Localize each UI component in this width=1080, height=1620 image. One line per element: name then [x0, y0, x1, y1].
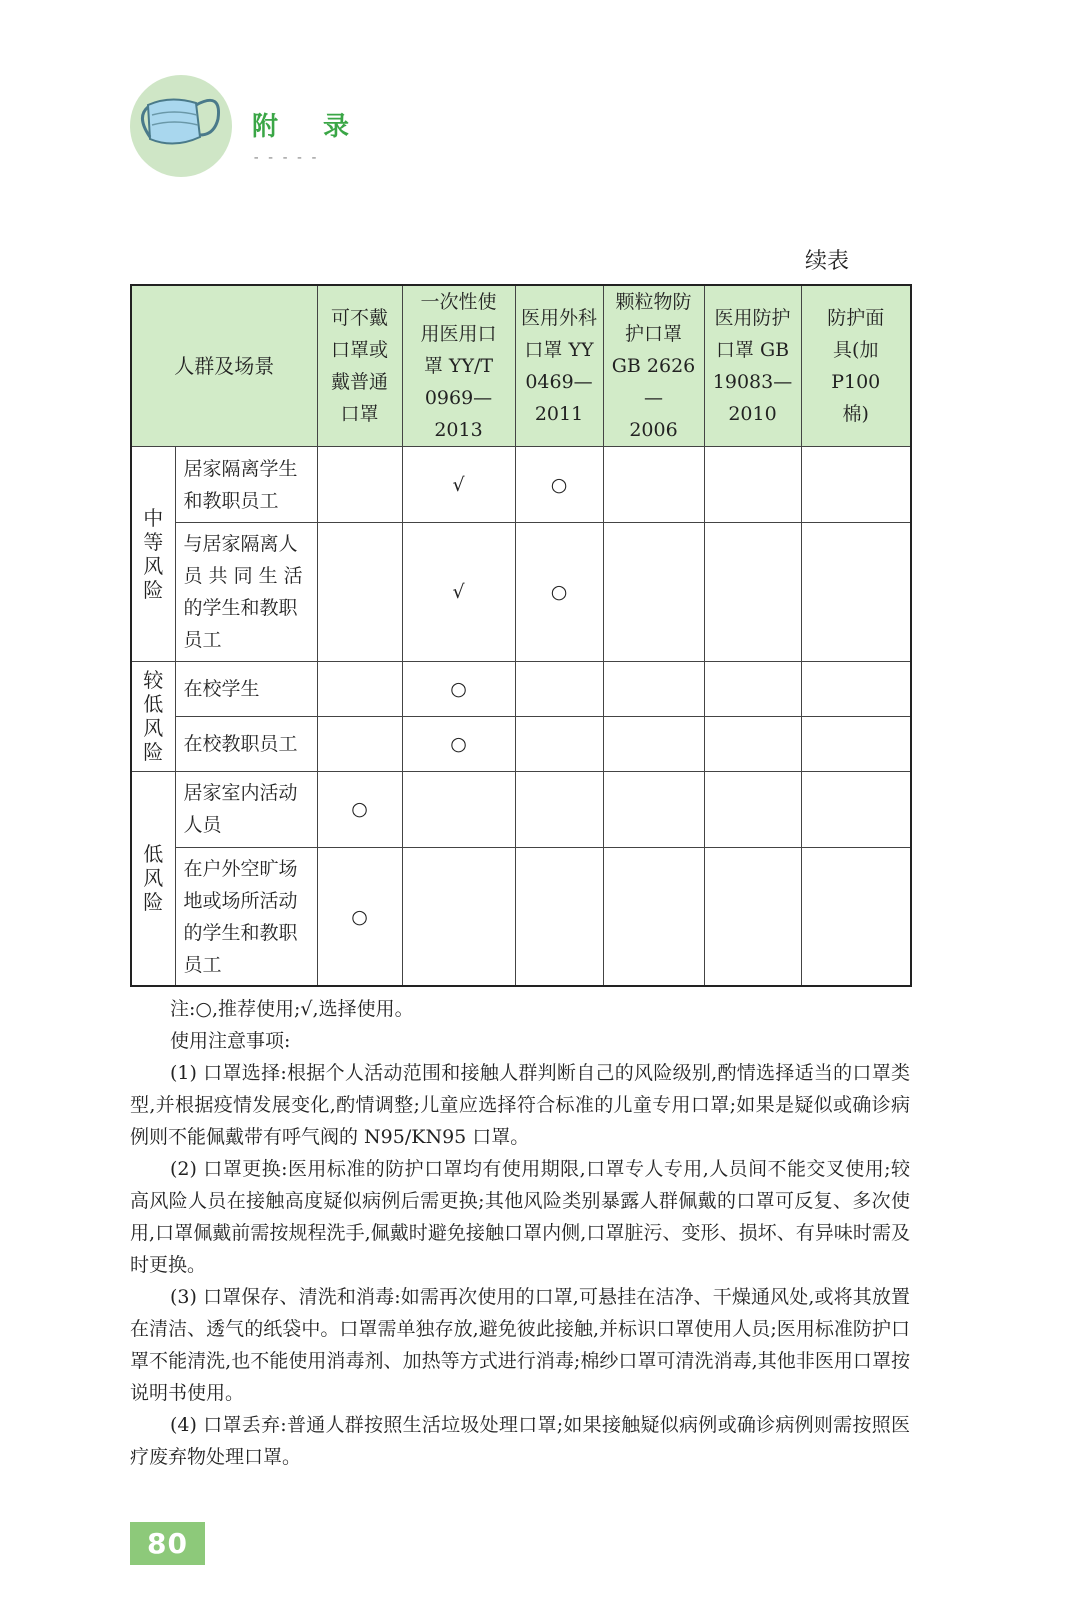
mark-cell — [317, 447, 402, 523]
mark-cell — [704, 447, 801, 523]
table-row — [131, 848, 911, 986]
mark-cell: ○ — [515, 447, 603, 523]
usage-notes — [130, 993, 910, 1473]
category-low-risk: 低 风 险 — [131, 771, 175, 986]
mark-cell — [317, 661, 402, 716]
mark-cell — [801, 661, 911, 716]
mark-cell — [402, 848, 515, 986]
note-item: (2) 口罩更换:医用标准的防护口罩均有使用期限,口罩专人专用,人员间不能交叉使用;较高风险人员在接触高度疑似病例后需更换;其他风险类别暴露人群佩戴的口罩可反复、多次使用,口罩佩戴前需按规程洗手,佩戴时避免接触口罩内侧,口罩脏污、变形、损坏、有异味时需及时更换。 — [130, 1158, 910, 1276]
table-row — [131, 447, 911, 523]
table-continued-label: 续表 — [805, 249, 850, 274]
scene-cell: 在校学生 — [175, 661, 317, 716]
mark-cell — [317, 716, 402, 771]
mark-cell — [704, 716, 801, 771]
mark-cell: √ — [402, 523, 515, 661]
mark-cell: √ — [402, 447, 515, 523]
mark-cell: ○ — [317, 771, 402, 847]
mark-cell — [801, 848, 911, 986]
scene-cell: 与居家隔离人 员 共 同 生 活 的学生和教职 员工 — [175, 523, 317, 661]
mark-cell — [603, 661, 704, 716]
mark-cell — [603, 447, 704, 523]
mask-usage-table — [130, 284, 912, 987]
notes-heading: 使用注意事项: — [170, 1030, 291, 1052]
header-col-6: 防护面 具(加 P100 棉) — [801, 285, 911, 447]
header-col-1: 可不戴 口罩或 戴普通 口罩 — [317, 285, 402, 447]
mark-cell — [704, 848, 801, 986]
table-row — [131, 661, 911, 716]
table-row — [131, 523, 911, 661]
header-col-3: 医用外科 口罩 YY 0469— 2011 — [515, 285, 603, 447]
mark-cell: ○ — [317, 848, 402, 986]
mark-cell — [704, 523, 801, 661]
mark-cell — [603, 771, 704, 847]
mark-cell — [515, 848, 603, 986]
header-col-2: 一次性使 用医用口 罩 YY/T 0969—2013 — [402, 285, 515, 447]
table-row — [131, 716, 911, 771]
mark-cell — [515, 771, 603, 847]
table-header-row — [131, 285, 911, 447]
scene-cell: 在户外空旷场 地或场所活动 的学生和教职 员工 — [175, 848, 317, 986]
mark-cell — [515, 716, 603, 771]
face-mask-icon — [130, 75, 232, 177]
page-number: 80 — [130, 1522, 205, 1565]
scene-cell: 居家隔离学生 和教职员工 — [175, 447, 317, 523]
appendix-logo — [130, 75, 232, 177]
mark-cell — [317, 523, 402, 661]
table-row — [131, 771, 911, 847]
mark-cell — [704, 661, 801, 716]
legend-note: 注:○,推荐使用;√,选择使用。 — [170, 998, 414, 1020]
mark-cell — [801, 716, 911, 771]
mark-cell — [704, 771, 801, 847]
mark-cell: ○ — [402, 716, 515, 771]
section-underline: ----- — [252, 150, 325, 166]
header-scene: 人群及场景 — [131, 285, 317, 447]
note-item: (3) 口罩保存、清洗和消毒:如需再次使用的口罩,可悬挂在洁净、干燥通风处,或将其放置在清洁、透气的纸袋中。口罩需单独存放,避免彼此接触,并标识口罩使用人员;医用标准防护口罩不能清洗,也不能使用消毒剂、加热等方式进行消毒;棉纱口罩可清洗消毒,其他非医用口罩按说明书使用。 — [130, 1286, 910, 1404]
header-col-5: 医用防护 口罩 GB 19083— 2010 — [704, 285, 801, 447]
scene-cell: 在校教职员工 — [175, 716, 317, 771]
header-col-4: 颗粒物防 护口罩 GB 2626— 2006 — [603, 285, 704, 447]
mark-cell — [515, 661, 603, 716]
mark-cell: ○ — [515, 523, 603, 661]
note-item: (1) 口罩选择:根据个人活动范围和接触人群判断自己的风险级别,酌情选择适当的口罩类型,并根据疫情发展变化,酌情调整;儿童应选择符合标准的儿童专用口罩;如果是疑似或确诊病例则不能佩戴带有呼气阀的 N95/KN95 口罩。 — [130, 1062, 910, 1148]
category-lower-risk: 较 低 风 险 — [131, 661, 175, 771]
mark-cell: ○ — [402, 661, 515, 716]
mark-cell — [801, 523, 911, 661]
category-medium-risk: 中 等 风 险 — [131, 447, 175, 662]
scene-cell: 居家室内活动 人员 — [175, 771, 317, 847]
section-title: 附 录 — [252, 112, 368, 142]
mark-cell — [603, 716, 704, 771]
mark-cell — [402, 771, 515, 847]
mark-cell — [801, 771, 911, 847]
mark-cell — [603, 848, 704, 986]
mark-cell — [603, 523, 704, 661]
mark-cell — [801, 447, 911, 523]
note-item: (4) 口罩丢弃:普通人群按照生活垃圾处理口罩;如果接触疑似病例或确诊病例则需按照医疗废弃物处理口罩。 — [130, 1414, 910, 1468]
